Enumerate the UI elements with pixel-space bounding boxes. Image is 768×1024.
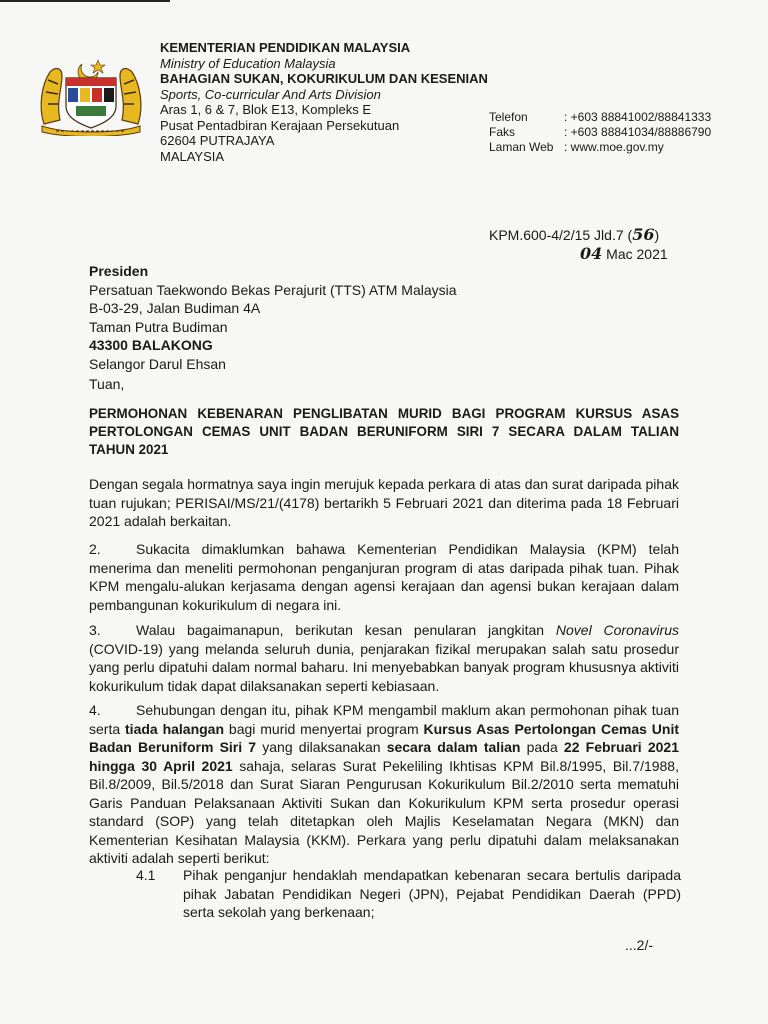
paragraph-number: 4. (89, 702, 101, 718)
contact-block (489, 110, 711, 155)
paragraph-2 (89, 540, 679, 614)
ministry-name-en: Ministry of Education Malaysia (160, 55, 336, 71)
paragraph-number: 4.1 (136, 867, 156, 883)
division-name-en: Sports, Co-curricular And Arts Division (160, 86, 381, 102)
letter-date (580, 244, 668, 263)
date-handwritten-day: 04 (580, 244, 603, 263)
paragraph-number: 2. (89, 541, 101, 557)
paragraph-1 (89, 475, 679, 531)
address-line: 62604 PUTRAJAYA (160, 133, 275, 148)
recipient-line: B-03-29, Jalan Budiman 4A (89, 300, 261, 316)
paragraph-number: 3. (89, 622, 101, 638)
contact-label: Telefon (489, 110, 528, 124)
page-continuation: ...2/- (625, 937, 654, 953)
paragraph-text: Sehubungan dengan itu, pihak KPM mengambil maklum akan permohonan pihak tuan serta (89, 702, 679, 737)
paragraph-4-1 (136, 866, 681, 922)
paragraph-text: pada (520, 739, 564, 755)
paragraph-bold: secara dalam talian (386, 739, 521, 755)
paragraph-text: bagi murid menyertai program (224, 720, 424, 737)
recipient-postcode: 43300 BALAKONG (89, 337, 213, 353)
paragraph-bold: 22 Februari 2021 hingga 30 April 2021 (89, 739, 679, 774)
ministry-name: KEMENTERIAN PENDIDIKAN MALAYSIA (160, 40, 411, 55)
reference-number (489, 226, 659, 244)
paragraph-text: Dengan segala hormatnya saya ingin merujuk kepada perkara di atas dan surat daripada pihak tuan rujukan; PERISAI/MS/21/(4178) bertarikh 5 Februari 2021 dan diterima pada 18 Februari 2021 adalah berkaitan. (89, 476, 679, 529)
address-line: Pusat Pentadbiran Kerajaan Persekutuan (160, 117, 400, 133)
contact-fax (489, 125, 711, 140)
recipient-title: Presiden (89, 263, 149, 279)
paragraph-text: (COVID-19) yang melanda seluruh dunia, penjarakan fizikal merupakan salah satu prosedur yang perlu dipatuhi dalam normal baharu. Ini menyebabkan banyak program khususnya aktiviti kokurikulum tidak dapat dilaksanakan seperti kebiasaan. (89, 640, 679, 694)
address-line: Aras 1, 6 & 7, Blok E13, Kompleks E (160, 102, 371, 117)
contact-value: : +603 88841034/88886790 (564, 125, 712, 139)
salutation: Tuan, (89, 376, 125, 392)
contact-web (489, 140, 711, 155)
paragraph-4 (89, 701, 679, 868)
date-rest: Mac 2021 (606, 246, 668, 262)
letterhead (160, 40, 488, 164)
paragraph-text: Sukacita dimaklumkan bahawa Kementerian Pendidikan Malaysia (KPM) telah menerima dan meneliti permohonan penganjuran program di atas daripada pihak tuan. Pihak KPM mengalu-alukan kerjasama dengan agensi kerajaan dan agensi bukan kerajaan dalam pembangunan kokurikulum di negara ini. (89, 541, 679, 613)
subject-heading: PERMOHONAN KEBENARAN PENGLIBATAN MURID BAGI PROGRAM KURSUS ASAS PERTOLONGAN CEMAS UNIT BADAN BERUNIFORM SIRI 7 SECARA DALAM TALIAN TAHUN 2021 (89, 406, 679, 457)
ref-handwritten-number: 56 (632, 225, 655, 244)
paragraph-italic: Novel Coronavirus (555, 622, 679, 638)
top-rule (0, 0, 170, 2)
recipient-line: Taman Putra Budiman (89, 318, 228, 335)
ref-suffix: ) (654, 227, 660, 243)
contact-label: Faks (489, 125, 516, 139)
contact-value: : +603 88841002/88841333 (564, 110, 712, 124)
recipient-state: Selangor Darul Ehsan (89, 355, 226, 372)
paragraph-3 (89, 621, 679, 695)
paragraph-bold: Kursus Asas Pertolongan Cemas Unit Badan Beruniform Siri 7 (89, 720, 679, 755)
paragraph-bold: tiada halangan (125, 720, 225, 737)
paragraph-text: Walau bagaimanapun, berikutan kesan penularan jangkitan (136, 622, 556, 638)
division-name: BAHAGIAN SUKAN, KOKURIKULUM DAN KESENIAN (160, 71, 488, 86)
address-line: MALAYSIA (160, 148, 225, 164)
recipient-line: Persatuan Taekwondo Bekas Perajurit (TTS) ATM Malaysia (89, 281, 457, 298)
contact-label: Laman Web (489, 140, 554, 154)
coat-of-arms-icon (36, 54, 146, 136)
recipient-address (89, 262, 457, 373)
paragraph-text: Pihak penganjur hendaklah mendapatkan kebenaran secara bertulis daripada pihak Jabatan Pendidikan Negeri (JPN), Pejabat Pendidikan Daerah (PPD) serta sekolah yang berkenaan; (183, 867, 681, 920)
ref-prefix: KPM.600-4/2/15 Jld.7 ( (489, 227, 633, 243)
paragraph-text: yang dilaksanakan (256, 739, 387, 755)
contact-phone (489, 110, 711, 125)
paragraph-text: sahaja, selaras Surat Pekeliling Ikhtisas KPM Bil.8/1995, Bil.7/1988, Bil.8/2009, Bil.5/2018 dan Surat Siaran Pengurusan Kokurikulum Bil.2/2010 serta mematuhi Garis Panduan Pelaksanaan Aktiviti Sukan dan Kokurikulum KPM serta prosedur operasi standard (SOP) yang telah ditetapkan oleh Majlis Keselamatan Negara (MKN) dan Kementerian Kesihatan Malaysia (KKM). Perkara yang perlu dipatuhi dalam melaksanakan aktiviti adalah seperti berikut: (89, 757, 679, 866)
contact-value: : www.moe.gov.my (564, 140, 664, 154)
